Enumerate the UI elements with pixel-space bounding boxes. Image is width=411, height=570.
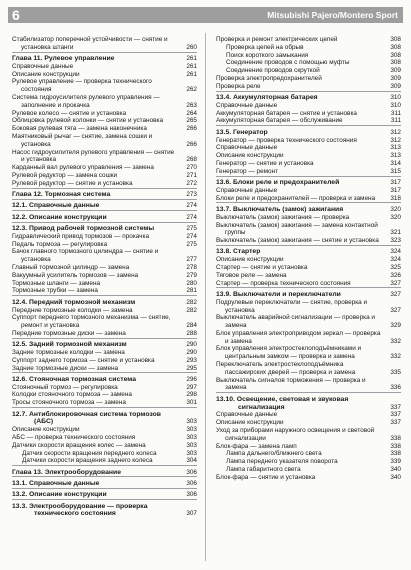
toc-entry-title: Вакуумный усилитель тормозов — замена bbox=[12, 271, 139, 279]
toc-page-number: 321 bbox=[385, 229, 401, 237]
toc-entry bbox=[216, 299, 401, 315]
toc-page-number: 309 bbox=[385, 67, 401, 75]
toc-entry-title: Стояночный тормоз — регулировка bbox=[12, 383, 118, 391]
toc-page-number: 320 bbox=[385, 206, 401, 214]
toc-entry bbox=[12, 391, 197, 399]
toc-entry-title: Передние тормозные диски — замена bbox=[12, 329, 126, 337]
toc-entry-title: Суппорт переднего тормозного механизма — снятие, ремонт и установка bbox=[12, 314, 171, 330]
section-rule bbox=[12, 372, 197, 373]
toc-entry bbox=[12, 442, 197, 450]
toc-entry-title: 13.10. Освещение, световая и звуковая сигнализация bbox=[216, 395, 349, 411]
toc-entry-title: 13.5. Генератор bbox=[216, 128, 268, 136]
toc-page-number: 308 bbox=[385, 52, 401, 60]
toc-page-number: 320 bbox=[385, 214, 401, 222]
toc-entry-title: Блок управления электроприводом зеркал — проверка и замена bbox=[216, 329, 381, 345]
toc-entry bbox=[12, 365, 197, 373]
toc-entry-title: Рулевое колесо — снятие и установка bbox=[12, 109, 127, 117]
toc-entry-title: Переключатель электростеклоподъёмника пассажирских дверей — проверка и замена bbox=[216, 361, 356, 376]
toc-entry-title: 13.8. Стартер bbox=[216, 248, 261, 256]
toc-entry-title: Тросы стояночного тормоза — замена bbox=[12, 399, 126, 407]
toc-entry-title: Выключатель (замок) зажигания — замена контактной группы bbox=[216, 221, 378, 237]
toc-entry bbox=[216, 237, 401, 245]
section-rule bbox=[216, 287, 401, 288]
toc-section bbox=[216, 179, 401, 187]
toc-page-number: 298 bbox=[181, 391, 197, 399]
toc-page-number: 311 bbox=[385, 110, 401, 118]
toc-entry bbox=[12, 330, 197, 338]
toc-entry-title: Глава 11. Рулевое управление bbox=[12, 55, 115, 63]
toc-page-number: 327 bbox=[385, 307, 401, 315]
toc-page-number: 296 bbox=[181, 376, 197, 384]
toc-entry bbox=[216, 256, 401, 264]
toc-entry-title: 12.3. Привод рабочей тормозной системы bbox=[12, 225, 155, 233]
section-rule bbox=[12, 222, 197, 223]
toc-page-number: 301 bbox=[181, 399, 197, 407]
toc-entry bbox=[216, 152, 401, 160]
toc-entry-title: Выключатель (замок) зажигания — проверка bbox=[216, 213, 350, 221]
toc-entry-title: Описание конструкции bbox=[216, 256, 284, 264]
toc-entry bbox=[12, 264, 197, 272]
toc-entry-title: Проверка цепей на обрыв bbox=[226, 43, 304, 51]
toc-page-number: 324 bbox=[385, 248, 401, 256]
toc-page-number: 338 bbox=[385, 435, 401, 443]
toc-page-number: 327 bbox=[385, 291, 401, 299]
toc-page-number: 290 bbox=[181, 349, 197, 357]
toc-entry-title: Аккумуляторная батарея — снятие и установка bbox=[216, 109, 357, 117]
toc-page-number: 281 bbox=[181, 287, 197, 295]
toc-entry bbox=[12, 272, 197, 280]
toc-entry-title: Датчики скорости вращения колес — замена bbox=[12, 441, 146, 449]
toc-page-number: 332 bbox=[385, 353, 401, 361]
toc-page-number: 303 bbox=[181, 418, 197, 426]
toc-entry bbox=[216, 168, 401, 176]
toc-entry-title: Лампа габаритного света bbox=[226, 465, 301, 473]
toc-entry bbox=[12, 384, 197, 392]
toc-page-number: 308 bbox=[385, 36, 401, 44]
toc-entry bbox=[12, 241, 197, 249]
toc-entry-title: Стартер — снятие и установка bbox=[216, 264, 308, 272]
section-rule bbox=[216, 176, 401, 177]
toc-entry bbox=[12, 117, 197, 125]
toc-entry bbox=[12, 63, 197, 71]
toc-entry-title: Описание конструкции bbox=[12, 426, 80, 434]
toc-page-number: 325 bbox=[385, 264, 401, 272]
section-rule bbox=[12, 210, 197, 211]
toc-page-number: 266 bbox=[181, 141, 197, 149]
toc-page-number: 311 bbox=[385, 117, 401, 125]
toc-entry bbox=[216, 144, 401, 152]
toc-entry bbox=[12, 450, 197, 458]
toc-page-number: 324 bbox=[385, 256, 401, 264]
toc-page-number: 266 bbox=[181, 125, 197, 133]
toc-section bbox=[216, 396, 401, 412]
toc-page-number: 261 bbox=[181, 55, 197, 63]
toc-section bbox=[216, 291, 401, 299]
toc-entry bbox=[12, 426, 197, 434]
toc-entry bbox=[12, 94, 197, 110]
toc-section bbox=[12, 225, 197, 233]
toc-entry-title: Рулевой редуктор — снятие и установка bbox=[12, 179, 133, 187]
section-rule bbox=[12, 488, 197, 489]
toc-entry-title: Лампа переднего указателя поворота bbox=[226, 458, 338, 466]
toc-page-number: 280 bbox=[181, 280, 197, 288]
toc-page-number: 272 bbox=[181, 180, 197, 188]
toc-entry bbox=[216, 450, 401, 458]
toc-page-number: 308 bbox=[385, 44, 401, 52]
toc-page-number: 323 bbox=[385, 237, 401, 245]
toc-entry bbox=[216, 52, 401, 60]
toc-page-number: 338 bbox=[385, 450, 401, 458]
toc-entry-title: 13.9. Выключатели и переключатели bbox=[216, 290, 341, 298]
toc-page-number: 309 bbox=[385, 83, 401, 91]
toc-page-number: 339 bbox=[385, 458, 401, 466]
toc-entry-title: Поиск короткого замыкания bbox=[226, 51, 309, 59]
toc-page-number: 274 bbox=[181, 233, 197, 241]
toc-page-number: 317 bbox=[385, 179, 401, 187]
toc-entry-title: Карданный вал рулевого управления — замена bbox=[12, 164, 154, 172]
section-rule bbox=[216, 91, 401, 92]
toc-entry-title: Блоки реле и предохранителей — проверка и замена bbox=[216, 194, 376, 202]
section-rule bbox=[216, 125, 401, 126]
toc-entry-title: 12.2. Описание конструкции bbox=[12, 213, 107, 221]
toc-entry-title: Боковая рулевая тяга — замена наконечника bbox=[12, 125, 147, 133]
toc-section bbox=[12, 299, 197, 307]
section-rule bbox=[12, 338, 197, 339]
toc-entry-title: Описание конструкции bbox=[216, 419, 284, 427]
section-rule bbox=[12, 52, 197, 53]
toc-entry bbox=[12, 164, 197, 172]
toc-entry-title: Уход за приборами наружного освещения и световой сигнализации bbox=[216, 426, 375, 442]
toc-page-number: 317 bbox=[385, 187, 401, 195]
toc-page-number: 264 bbox=[181, 110, 197, 118]
toc-entry bbox=[216, 44, 401, 52]
toc-entry-title: Глава 13. Электрооборудование bbox=[12, 468, 121, 476]
toc-entry bbox=[12, 133, 197, 149]
toc-entry bbox=[12, 180, 197, 188]
toc-entry-title: Проверка электропредохранителей bbox=[216, 74, 322, 82]
toc-page-number: 261 bbox=[181, 63, 197, 71]
section-rule bbox=[12, 476, 197, 477]
toc-page-number: 312 bbox=[385, 129, 401, 137]
toc-page-number: 263 bbox=[181, 102, 197, 110]
toc-entry bbox=[12, 233, 197, 241]
toc-entry bbox=[12, 149, 197, 165]
toc-page-number: 279 bbox=[181, 272, 197, 280]
page-header-bar bbox=[8, 7, 403, 23]
toc-entry-title: Блок управления электростеклоподъёмниками и центральным замком — проверка и замена bbox=[216, 345, 362, 361]
toc-entry-title: Описание конструкции bbox=[216, 152, 284, 160]
section-rule bbox=[216, 392, 401, 393]
toc-entry-title: Задние тормозные диски — замена bbox=[12, 364, 119, 372]
toc-entry-title: Педаль тормоза — регулировка bbox=[12, 240, 108, 248]
toc-entry-title: Блок-фара — снятие и установка bbox=[216, 473, 316, 481]
toc-entry bbox=[12, 434, 197, 442]
toc-entry bbox=[12, 71, 197, 79]
toc-entry-title: Насос гидроусилителя рулевого управления — снятие и установка bbox=[12, 148, 175, 164]
toc-entry bbox=[216, 83, 401, 91]
toc-entry bbox=[216, 187, 401, 195]
toc-page-number: 315 bbox=[385, 168, 401, 176]
section-rule bbox=[216, 202, 401, 203]
toc-entry-title: Проверка реле bbox=[216, 82, 261, 90]
toc-entry bbox=[12, 125, 197, 133]
toc-entry-title: Гидравлический привод тормозов — прокачка bbox=[12, 232, 149, 240]
toc-entry-title: Проверка и ремонт электрических цепей bbox=[216, 36, 338, 43]
toc-section bbox=[12, 376, 197, 384]
toc-page-number: 329 bbox=[385, 322, 401, 330]
toc-page-number: 312 bbox=[385, 137, 401, 145]
toc-page-number: 307 bbox=[181, 510, 197, 518]
section-rule bbox=[12, 188, 197, 189]
toc-entry bbox=[216, 466, 401, 474]
toc-entry-title: Главный тормозной цилиндр — замена bbox=[12, 264, 130, 272]
toc-page-number: 327 bbox=[385, 280, 401, 288]
toc-entry-title: 12.7. Антиблокировочная система тормозов (АБС) bbox=[12, 410, 161, 426]
toc-page-number: 309 bbox=[385, 75, 401, 83]
toc-entry bbox=[216, 102, 401, 110]
toc-entry-title: 12.1. Справочные данные bbox=[12, 202, 100, 210]
toc-entry-title: Стартер — проверка технического состояния bbox=[216, 279, 351, 287]
toc-entry-title: 13.4. Аккумуляторная батарея bbox=[216, 94, 318, 102]
toc-entry-title: Задние тормозные колодки — замена bbox=[12, 348, 125, 356]
toc-page-number: 282 bbox=[181, 307, 197, 315]
toc-page-number: 275 bbox=[181, 225, 197, 233]
toc-entry bbox=[12, 399, 197, 407]
toc-entry-title: 13.7. Выключатель (замок) зажигания bbox=[216, 205, 344, 213]
toc-page-number: 332 bbox=[385, 338, 401, 346]
toc-entry-title: Датчик скорости вращения переднего колеса bbox=[22, 449, 157, 457]
toc-entry bbox=[216, 361, 401, 377]
toc-page-number: 340 bbox=[385, 474, 401, 482]
section-rule bbox=[12, 295, 197, 296]
toc-entry-title: АБС — проверка технического состояния bbox=[12, 433, 136, 441]
toc-page-number: 290 bbox=[181, 341, 197, 349]
toc-section bbox=[12, 491, 197, 499]
toc-section bbox=[216, 129, 401, 137]
toc-entry bbox=[216, 117, 401, 125]
toc-section bbox=[12, 214, 197, 222]
toc-entry bbox=[12, 36, 197, 52]
toc-page-number: 318 bbox=[385, 195, 401, 203]
toc-entry bbox=[216, 67, 401, 75]
toc-page-number: 337 bbox=[385, 411, 401, 419]
toc-section bbox=[216, 94, 401, 102]
section-rule bbox=[12, 407, 197, 408]
toc-entry bbox=[216, 195, 401, 203]
toc-entry bbox=[12, 457, 197, 465]
toc-page-number: 284 bbox=[181, 322, 197, 330]
toc-section bbox=[12, 503, 197, 519]
toc-entry-title: Рулевой редуктор — замена сошки bbox=[12, 172, 118, 180]
toc-entry bbox=[216, 137, 401, 145]
toc-entry-title: Облицовка рулевой колонки — снятие и установка bbox=[12, 117, 164, 125]
toc-page-number: 277 bbox=[181, 256, 197, 264]
toc-entry bbox=[216, 427, 401, 443]
toc-entry-title: Генератор — проверка технического состояния bbox=[216, 136, 357, 144]
toc-entry bbox=[216, 411, 401, 419]
toc-entry bbox=[12, 172, 197, 180]
toc-left-column bbox=[12, 36, 197, 518]
toc-entry bbox=[216, 272, 401, 280]
toc-entry-title: 12.5. Задний тормозной механизм bbox=[12, 341, 127, 349]
toc-entry bbox=[12, 248, 197, 264]
toc-page-number: 273 bbox=[181, 191, 197, 199]
toc-entry-title: Датчики скорости вращения заднего колеса bbox=[22, 457, 153, 465]
toc-entry-title: Выключатель (замок) зажигания — снятие и установка bbox=[216, 237, 379, 245]
toc-section bbox=[12, 411, 197, 427]
section-rule bbox=[216, 245, 401, 246]
toc-page-number: 313 bbox=[385, 152, 401, 160]
book-title: Mitsubishi Pajero/Montero Sport bbox=[267, 10, 398, 20]
toc-entry-title: Стабилизатор поперечной устойчивости — снятие и установка штанги bbox=[12, 36, 168, 51]
toc-entry-title: Глава 12. Тормозная система bbox=[12, 191, 111, 199]
toc-page-number: 303 bbox=[181, 434, 197, 442]
toc-page-number: 310 bbox=[385, 94, 401, 102]
toc-page-number: 274 bbox=[181, 214, 197, 222]
toc-entry bbox=[216, 160, 401, 168]
toc-entry bbox=[216, 214, 401, 222]
toc-entry bbox=[216, 377, 401, 393]
toc-page-number: 297 bbox=[181, 384, 197, 392]
toc-entry-title: Подрулевые переключатели — снятие, проверка и установка bbox=[216, 298, 368, 314]
toc-entry-title: Тормозные трубки — замена bbox=[12, 287, 98, 295]
toc-entry bbox=[12, 314, 197, 330]
toc-entry-title: Соединение проводов скруткой bbox=[226, 67, 320, 75]
toc-entry-title: 12.6. Стояночная тормозная система bbox=[12, 375, 137, 383]
toc-entry-title: Соединение проводов с помощью муфты bbox=[226, 59, 350, 67]
toc-page-number: 303 bbox=[181, 450, 197, 458]
toc-section bbox=[12, 341, 197, 349]
toc-chapter bbox=[12, 191, 197, 199]
toc-entry-title: Генератор — снятие и установка bbox=[216, 159, 314, 167]
toc-page-number: 268 bbox=[181, 156, 197, 164]
toc-entry bbox=[216, 222, 401, 238]
section-rule bbox=[12, 199, 197, 200]
column-divider bbox=[205, 33, 206, 561]
toc-section bbox=[12, 202, 197, 210]
toc-entry-title: Справочные данные bbox=[216, 144, 278, 152]
toc-entry-title: Лампа дальнего/ближнего света bbox=[226, 450, 322, 458]
toc-entry-title: Выключатель сигналов торможения — проверка и замена bbox=[216, 376, 366, 392]
toc-entry bbox=[216, 458, 401, 466]
section-rule bbox=[12, 499, 197, 500]
toc-page-number: 271 bbox=[181, 172, 197, 180]
toc-page-number: 338 bbox=[385, 443, 401, 451]
toc-entry-title: Справочные данные bbox=[216, 186, 278, 194]
toc-entry-title: Система гидроусилителя рулевого управления — заполнение и прокачка bbox=[12, 94, 160, 109]
toc-entry-title: Колодки стояночного тормоза — замена bbox=[12, 391, 132, 399]
toc-page-number: 275 bbox=[181, 241, 197, 249]
toc-page-number: 303 bbox=[181, 442, 197, 450]
toc-entry bbox=[216, 264, 401, 272]
toc-entry-title: Рулевое управление — проверка технического состояния bbox=[12, 78, 152, 94]
section-rule bbox=[12, 465, 197, 466]
toc-page-number: 340 bbox=[385, 466, 401, 474]
toc-entry-title: Генератор — ремонт bbox=[216, 167, 279, 175]
toc-entry-title: Блок-фара — замена ламп bbox=[216, 442, 297, 450]
toc-entry-title: 13.1. Справочные данные bbox=[12, 479, 100, 487]
toc-entry bbox=[216, 75, 401, 83]
toc-page-number: 306 bbox=[181, 491, 197, 499]
toc-entry-title: Бачок главного тормозного цилиндра — снятие и установка bbox=[12, 248, 159, 264]
toc-entry bbox=[216, 474, 401, 482]
toc-page-number: 303 bbox=[181, 426, 197, 434]
toc-entry bbox=[12, 307, 197, 315]
toc-page-number: 313 bbox=[385, 144, 401, 152]
toc-page-number: 336 bbox=[385, 384, 401, 392]
toc-entry-title: 13.6. Блоки реле и предохранителей bbox=[216, 179, 340, 187]
toc-page-number: 306 bbox=[181, 469, 197, 477]
toc-page-number: 288 bbox=[181, 330, 197, 338]
toc-entry bbox=[12, 349, 197, 357]
toc-page-number: 337 bbox=[385, 419, 401, 427]
toc-page-number: 260 bbox=[181, 44, 197, 52]
toc-page-number: 270 bbox=[181, 164, 197, 172]
toc-entry-title: Справочные данные bbox=[12, 62, 74, 70]
toc-entry-title: Выключатель аварийной сигнализации — проверка и замена bbox=[216, 314, 375, 330]
toc-entry bbox=[12, 357, 197, 365]
toc-page-number: 274 bbox=[181, 202, 197, 210]
toc-entry bbox=[216, 330, 401, 346]
toc-page-number: 306 bbox=[181, 480, 197, 488]
toc-entry-title: 13.3. Электрооборудование — проверка технического состояния bbox=[12, 502, 148, 518]
toc-page-number: 295 bbox=[181, 365, 197, 373]
toc-entry-title: Тяговое реле — замена bbox=[216, 271, 287, 279]
toc-section bbox=[216, 248, 401, 256]
toc-entry-title: 12.4. Передний тормозной механизм bbox=[12, 298, 136, 306]
toc-section bbox=[216, 206, 401, 214]
toc-page-number: 293 bbox=[181, 357, 197, 365]
toc-entry-title: 13.2. Описание конструкции bbox=[12, 491, 107, 499]
toc-entry-title: Передние тормозные колодки — замена bbox=[12, 306, 133, 314]
toc-chapter bbox=[12, 55, 197, 63]
toc-entry bbox=[216, 280, 401, 288]
toc-page-number: 262 bbox=[181, 86, 197, 94]
toc-entry bbox=[216, 345, 401, 361]
page-number: 6 bbox=[12, 7, 20, 23]
toc-entry bbox=[12, 78, 197, 94]
toc-entry bbox=[216, 36, 401, 44]
toc-page-number: 304 bbox=[181, 457, 197, 465]
toc-entry-title: Суппорт заднего тормоза — снятие и установка bbox=[12, 356, 155, 364]
toc-entry bbox=[216, 419, 401, 427]
toc-entry-title: Маятниковый рычаг — снятие, замена сошки и установка bbox=[12, 133, 153, 148]
toc-page-number: 335 bbox=[385, 369, 401, 377]
toc-entry-title: Справочные данные bbox=[216, 101, 278, 109]
toc-page-number: 308 bbox=[385, 59, 401, 67]
toc-page-number: 314 bbox=[385, 160, 401, 168]
toc-entry-title: Справочные данные bbox=[216, 411, 278, 419]
toc-page-number: 326 bbox=[385, 272, 401, 280]
toc-entry-title: Описание конструкции bbox=[12, 70, 80, 78]
toc-section bbox=[12, 480, 197, 488]
toc-page-number: 278 bbox=[181, 264, 197, 272]
toc-page-number: 265 bbox=[181, 117, 197, 125]
toc-page-number: 261 bbox=[181, 71, 197, 79]
toc-entry bbox=[216, 314, 401, 330]
toc-chapter bbox=[12, 469, 197, 477]
toc-page-number: 310 bbox=[385, 102, 401, 110]
toc-page-number: 282 bbox=[181, 299, 197, 307]
toc-page-number: 337 bbox=[385, 404, 401, 412]
toc-entry-title: Аккумуляторная батарея — обслуживание bbox=[216, 117, 343, 125]
toc-entry bbox=[12, 287, 197, 295]
toc-entry-title: Тормозные шланги — замена bbox=[12, 279, 101, 287]
toc-right-column bbox=[216, 36, 401, 482]
